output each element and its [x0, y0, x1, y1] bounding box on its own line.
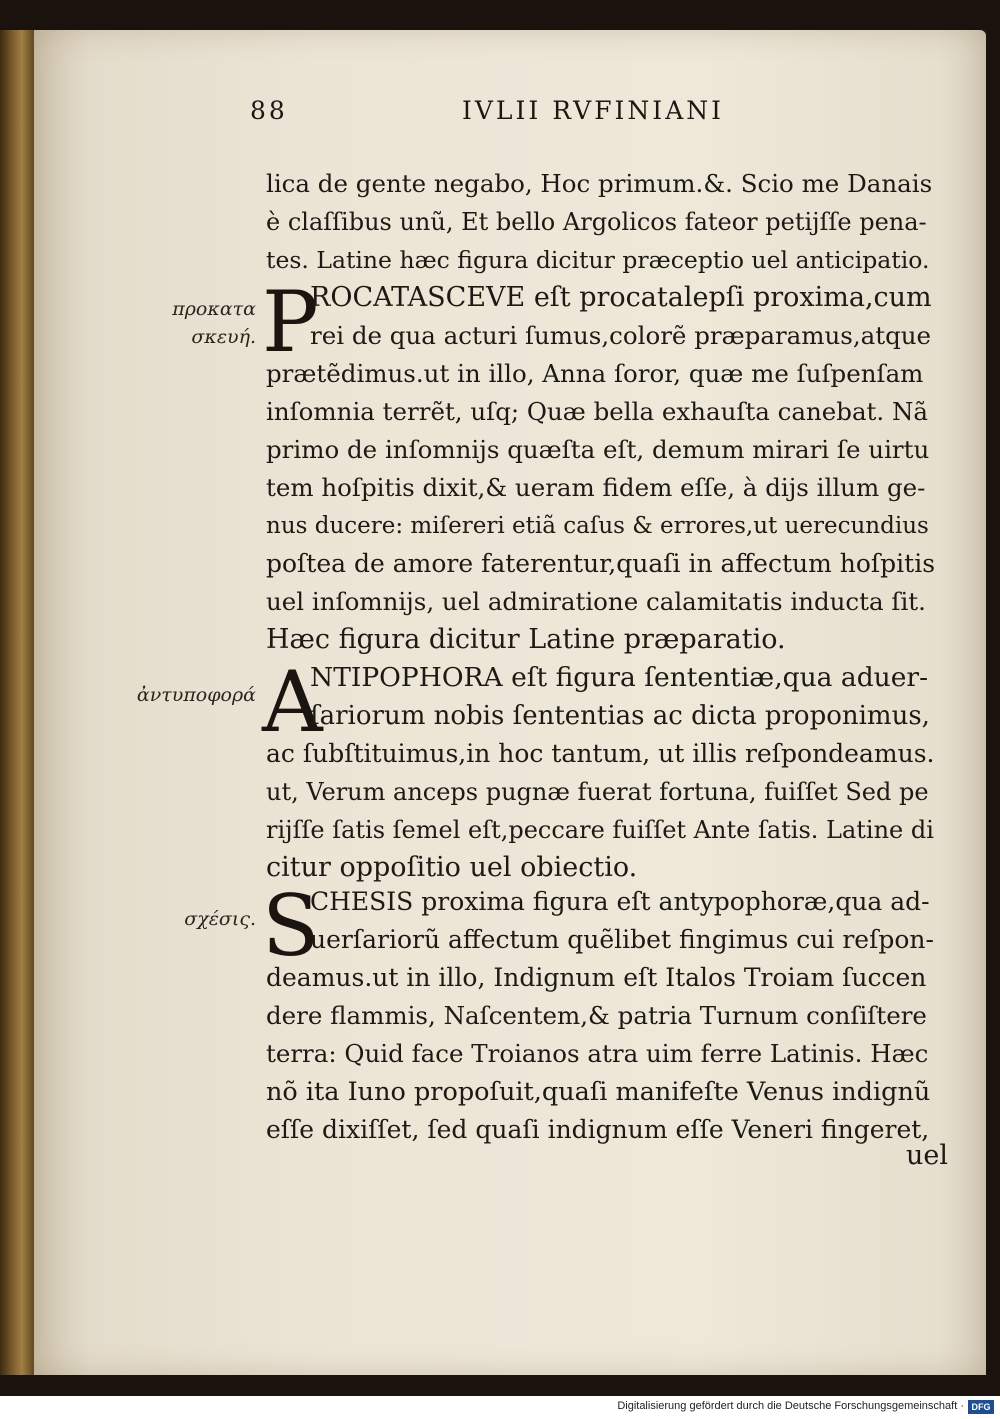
text-line: ut, Verum anceps pugnæ fuerat fortuna, fuiſſet Sed pe	[266, 778, 929, 806]
dfg-logo: DFG	[968, 1400, 994, 1414]
text-line: prætẽdimus.ut in illo, Anna ſoror, quæ me ſuſpenſam	[266, 359, 924, 388]
drop-cap-initial: A	[262, 653, 323, 751]
text-line: lica de gente negabo, Hoc primum.&. Scio me Danais	[266, 169, 933, 198]
text-line: rei de qua acturi ſumus,colorẽ præparamus,atque	[310, 321, 932, 350]
running-title: IVLII RVFINIANI	[462, 96, 724, 125]
catchword: uel	[905, 1140, 948, 1171]
text-line: NTIPOPHORA eſt figura ſententiæ,qua aduer-	[310, 662, 929, 693]
text-line: terra: Quid face Troianos atra uim ferre Latinis. Hæc	[266, 1039, 929, 1068]
text-line: uel inſomnijs, uel admiratione calamitatis inducta ſit.	[266, 587, 926, 616]
text-line: inſomnia terrẽt, uſq; Quæ bella exhauſta canebat. Nã	[266, 397, 929, 426]
text-line: nõ ita Iuno propoſuit,quaſi manifeſte Venus indignũ	[266, 1077, 931, 1107]
text-line: citur oppoſitio uel obiectio.	[266, 852, 638, 883]
text-line: ac ſubſtituimus,in hoc tantum, ut illis reſpondeamus.	[266, 739, 935, 768]
text-line: rijſſe ſatis ſemel eſt,peccare fuiſſet Ante ſatis. Latine di	[266, 816, 934, 844]
text-line: poſtea de amore faterentur,quaſi in affectum hoſpitis	[266, 549, 936, 578]
text-line: CHESIS proxima figura eſt antypophoræ,qua ad-	[310, 887, 930, 916]
digitization-footer	[0, 1396, 1000, 1419]
text-line: ſariorum nobis ſententias ac dicta proponimus,	[310, 701, 930, 731]
text-line: tem hoſpitis dixit,& ueram fidem eſſe, à dijs illum ge-	[266, 473, 926, 502]
text-line: è claſſibus unũ, Et bello Argolicos fateor petijſſe pena-	[266, 208, 927, 236]
page-number: 88	[250, 96, 288, 125]
text-line: uerſariorũ affectum quẽlibet fingimus cui reſpon-	[310, 925, 934, 954]
text-line: tes. Latine hæc figura dicitur præceptio uel anticipatio.	[266, 246, 930, 274]
text-line: eſſe dixiſſet, ſed quaſi indignum eſſe Veneri fingeret,	[266, 1115, 930, 1144]
margin-note-greek: ἀντυποφορά	[136, 684, 256, 706]
drop-cap-initial: P	[262, 273, 319, 371]
funding-credit: Digitalisierung gefördert durch die Deutsche Forschungsgemeinschaft ·	[617, 1400, 964, 1412]
drop-cap-initial: S	[262, 877, 320, 975]
text-line: primo de inſomnijs quæſta eſt, demum mirari ſe uirtu	[266, 435, 930, 464]
text-line: deamus.ut in illo, Indignum eſt Italos Troiam ſuccen	[266, 963, 927, 992]
text-line: nus ducere: miſereri etiã caſus & errores,ut uerecundius	[266, 513, 929, 539]
text-line: ROCATASCEVE eſt procatalepſi proxima,cum	[310, 282, 932, 313]
margin-note-greek: προκατα	[172, 298, 256, 320]
margin-note-greek: σκευή.	[191, 326, 256, 348]
text-line: Hæc figura dicitur Latine præparatio.	[266, 624, 786, 655]
margin-note-greek: σχέσις.	[184, 908, 256, 930]
text-line: dere flammis, Naſcentem,& patria Turnum conſiſtere	[266, 1001, 927, 1030]
